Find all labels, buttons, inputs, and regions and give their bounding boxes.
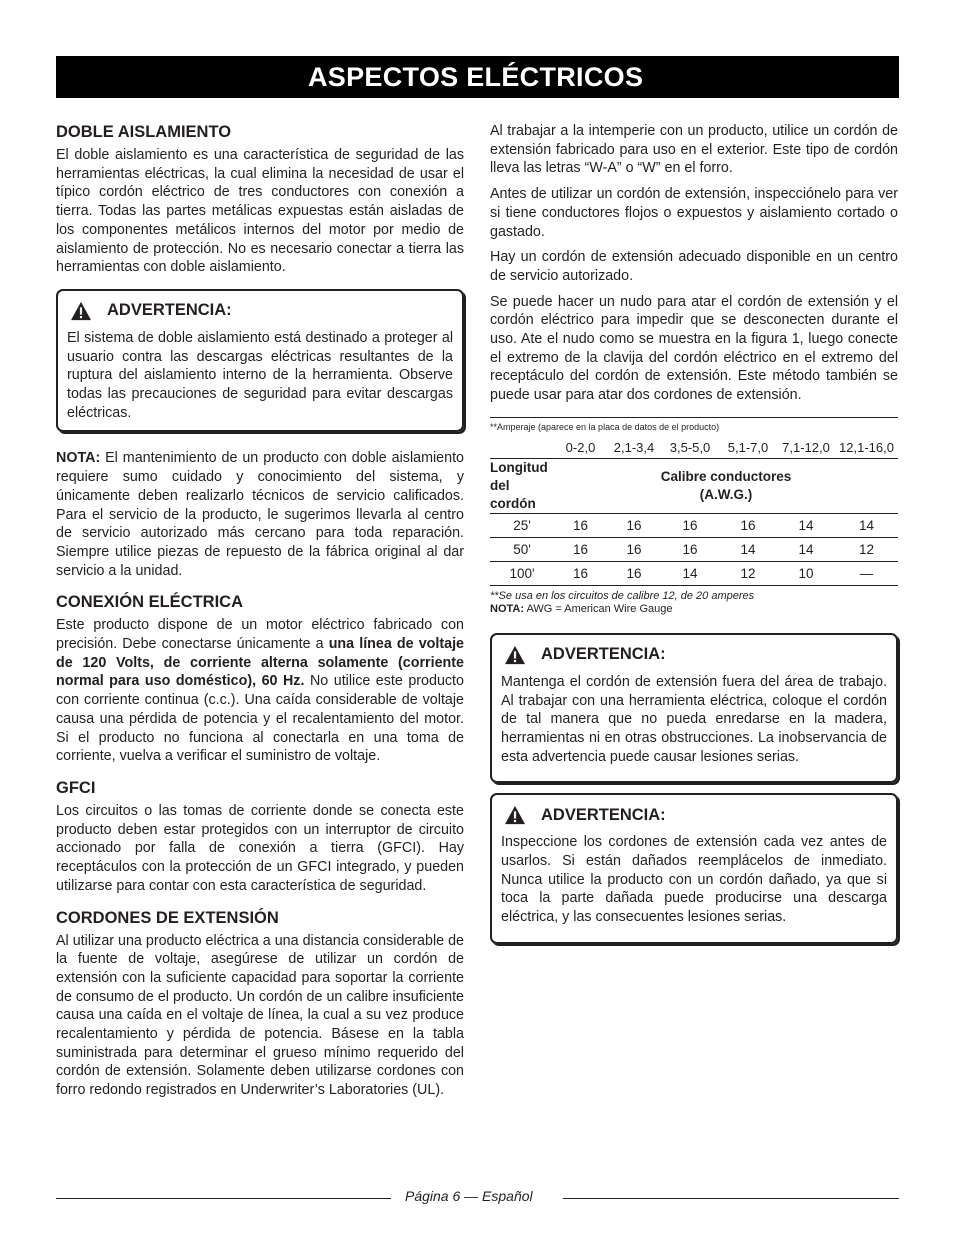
amp-range: 3,5-5,0 [669, 440, 711, 456]
warning-header [67, 301, 453, 321]
warning-label: ADVERTENCIA: [107, 301, 232, 320]
nota-label: NOTA: [56, 450, 101, 467]
warning-header [501, 645, 887, 665]
heading-cordones: CORDONES DE EXTENSIÓN [56, 908, 279, 927]
table-cell: 16 [607, 561, 661, 585]
warning-label: ADVERTENCIA: [541, 805, 666, 824]
table-cell: 14 [777, 513, 835, 537]
warning-triangle-icon [504, 805, 526, 825]
section-nota [56, 449, 464, 580]
table-cell: 50' [490, 537, 554, 561]
warning-triangle-icon [70, 301, 92, 321]
paragraph-centro-servicio: Hay un cordón de extensión adecuado disponible en un centro de servicio autorizado. [490, 249, 898, 284]
left-column [56, 122, 464, 1112]
warning-header [501, 805, 887, 825]
table-note-top: **Amperaje (aparece en la placa de datos de el producto) [490, 421, 720, 432]
table-cell: 14 [661, 561, 719, 585]
amp-range: 2,1-3,4 [613, 440, 655, 456]
table-row [490, 561, 898, 585]
table-cell: 16 [607, 513, 661, 537]
table-cell: 100' [490, 561, 554, 585]
paragraph-nudo: Se puede hacer un nudo para atar el cordón de extensión y el cordón eléctrico para impedir que se desconecten durante el uso. Ate el nudo como se muestra en la figura 1, luego conecte el extremo de la clavija del cordón eléctrico en el extremo del receptáculo del cordón de extensión. Este método también se puede usar para atar dos cordones de extensión. [490, 293, 898, 404]
paragraph-doble-aislamiento: El doble aislamiento es una característica de seguridad de las herramientas eléctricas, la cual elimina la necesidad de usar el típico cordón eléctrico de tres conductores con conexión a tierra. Todas las partes metálicas expuestas están aisladas de los componentes metálicos internos del motor por medio de aislamiento de protección. No es necesario conectar a tierra las herramientas con doble aislamiento. [56, 147, 464, 276]
table-header [490, 458, 898, 513]
footer-rule-right [563, 1198, 899, 1199]
paragraph-cordones: Al utilizar una producto eléctrica a una distancia considerable de la fuente de voltaje, asegúrese de utilizar un cordón de extensión con la suficiente capacidad para soportar la corriente de consumo de el producto. Un cordón de un calibre insuficiente causa una caída en el voltaje de línea, la cual a su vez produce recalentamiento y pérdida de potencia. Básese en la tabla suministrada para determinar el grueso mínimo requerido del cordón de extensión. Solamente deben utilizarse cordones con forro redondo registrados en Underwriter’s Laboratories (UL). [56, 932, 464, 1099]
amp-range: 0-2,0 [565, 440, 596, 456]
warning-box-2 [490, 633, 898, 784]
warning-text: Mantenga el cordón de extensión fuera del área de trabajo. Al trabajar con una herramienta eléctrica, coloque el cordón de tal manera que no pueda enredarse en la madera, herramientas ni en otras obstrucciones. La inobservancia de esta advertencia puede causar lesiones serias. [501, 673, 887, 765]
page-number: Página 6 — Español [405, 1188, 533, 1204]
right-column [490, 122, 898, 944]
warning-triangle-icon [504, 645, 526, 665]
footer-rule-left [56, 1198, 391, 1199]
table-cell: 14 [835, 513, 898, 537]
title-bar [56, 56, 899, 98]
warning-text: Inspeccione los cordones de extensión cada vez antes de usarlos. Si están dañados reemplácelos de inmediato. Nunca utilice la producto con un cordón dañado, ya que si toca la parte dañada puede producirse una descarga eléctrica, y las consecuentes lesiones serias. [501, 834, 887, 926]
paragraph-conexion [56, 616, 464, 766]
conexion-text-1: Este producto dispone de un motor eléctrico fabricado con precisión. Debe conectarse únicamente a [56, 617, 464, 653]
table-cell: 16 [719, 513, 777, 537]
table-row [490, 513, 898, 537]
amperage-row [490, 438, 898, 459]
table-row [490, 537, 898, 561]
conexion-bold: una línea de voltaje de 120 Volts, de corriente alterna solamente (corriente normal para uso doméstico), 60 Hz. [56, 636, 464, 690]
paragraph-gfci: Los circuitos o las tomas de corriente donde se conecta este producto deben estar protegidos con un interruptor de circuito accionado por falla de conexión a tierra (GFCI). Hay receptáculos con la protección de un GFCI integrado, y pueden utilizarse para contar con esta característica de seguridad. [56, 802, 464, 894]
table-nota [490, 603, 898, 615]
length-header: Longitud del cordón [490, 458, 554, 513]
table-cell: 16 [661, 513, 719, 537]
heading-gfci: GFCI [56, 778, 96, 797]
table-cell: 16 [554, 537, 607, 561]
table-cell: 14 [777, 537, 835, 561]
table-cell: 12 [719, 561, 777, 585]
warning-label: ADVERTENCIA: [541, 645, 666, 664]
section-gfci [56, 778, 464, 896]
section-cordones [56, 908, 464, 1100]
warning-box-1 [56, 289, 464, 433]
nota-text: El mantenimiento de un producto con doble aislamiento requiere sumo cuidado y conocimiento del sistema, y únicamente deben realizarlo técnicos de servicio calificados. Para el servicio de la producto, le sugerimos llevarla al centro de servicio autorizado más cercano para toda reparación. Siempre utilice piezas de repuesto de la fábrica original al dar servicio a la unidad. [56, 450, 464, 579]
heading-doble-aislamiento: DOBLE AISLAMIENTO [56, 123, 232, 141]
table-nota-text: AWG = American Wire Gauge [524, 602, 673, 615]
table-cell: 12 [835, 537, 898, 561]
conexion-text-2: No utilice este producto con corriente continua (c.c.). Una caída considerable de voltaje causa una pérdida de potencia y el recalentamiento del motor. Si el producto no funciona al conectarla en una toma de corriente, vuelva a verificar el suministro de voltaje. [56, 673, 464, 765]
amp-range: 7,1-12,0 [782, 440, 830, 456]
section-doble-aislamiento [56, 122, 464, 277]
paragraph-inspeccion: Antes de utilizar un cordón de extensión, inspecciónelo para ver si tiene conductores flojos o expuestos y aislamiento cortado o gastado. [490, 186, 898, 240]
warning-box-3 [490, 793, 898, 944]
table-note-bottom: **Se usa en los circuitos de calibre 12, de 20 amperes [490, 589, 755, 602]
table-cell: 14 [719, 537, 777, 561]
gauge-header: Calibre conductores (A.W.G.) [554, 458, 898, 513]
table-cell: 16 [661, 537, 719, 561]
amp-range: 5,1-7,0 [727, 440, 769, 456]
table-cell: 25' [490, 513, 554, 537]
warning-text: El sistema de doble aislamiento está destinado a proteger al usuario contra las descargas eléctricas resultantes de la ruptura del aislamiento interno de la herramienta. Observe todas las precauciones de seguridad para evitar descargas eléctricas. [67, 329, 453, 421]
table-cell: 16 [554, 513, 607, 537]
gauge-table-grid [490, 438, 898, 586]
footer [56, 1188, 899, 1204]
heading-conexion: CONEXIÓN ELÉCTRICA [56, 593, 244, 612]
table-cell: 16 [607, 537, 661, 561]
section-conexion [56, 592, 464, 766]
page-title: ASPECTOS ELÉCTRICOS [308, 62, 644, 92]
gauge-table [490, 417, 898, 615]
table-cell: 16 [554, 561, 607, 585]
table-cell: — [835, 561, 898, 585]
paragraph-nota [56, 449, 464, 580]
table-cell: 10 [777, 561, 835, 585]
table-nota-label: NOTA: [490, 602, 525, 615]
paragraph-intemperie: Al trabajar a la intemperie con un producto, utilice un cordón de extensión fabricado para uso en el exterior. Este tipo de cordón lleva las letras “W-A” o “W” en el forro. [490, 123, 898, 177]
amp-range: 12,1-16,0 [839, 440, 894, 456]
